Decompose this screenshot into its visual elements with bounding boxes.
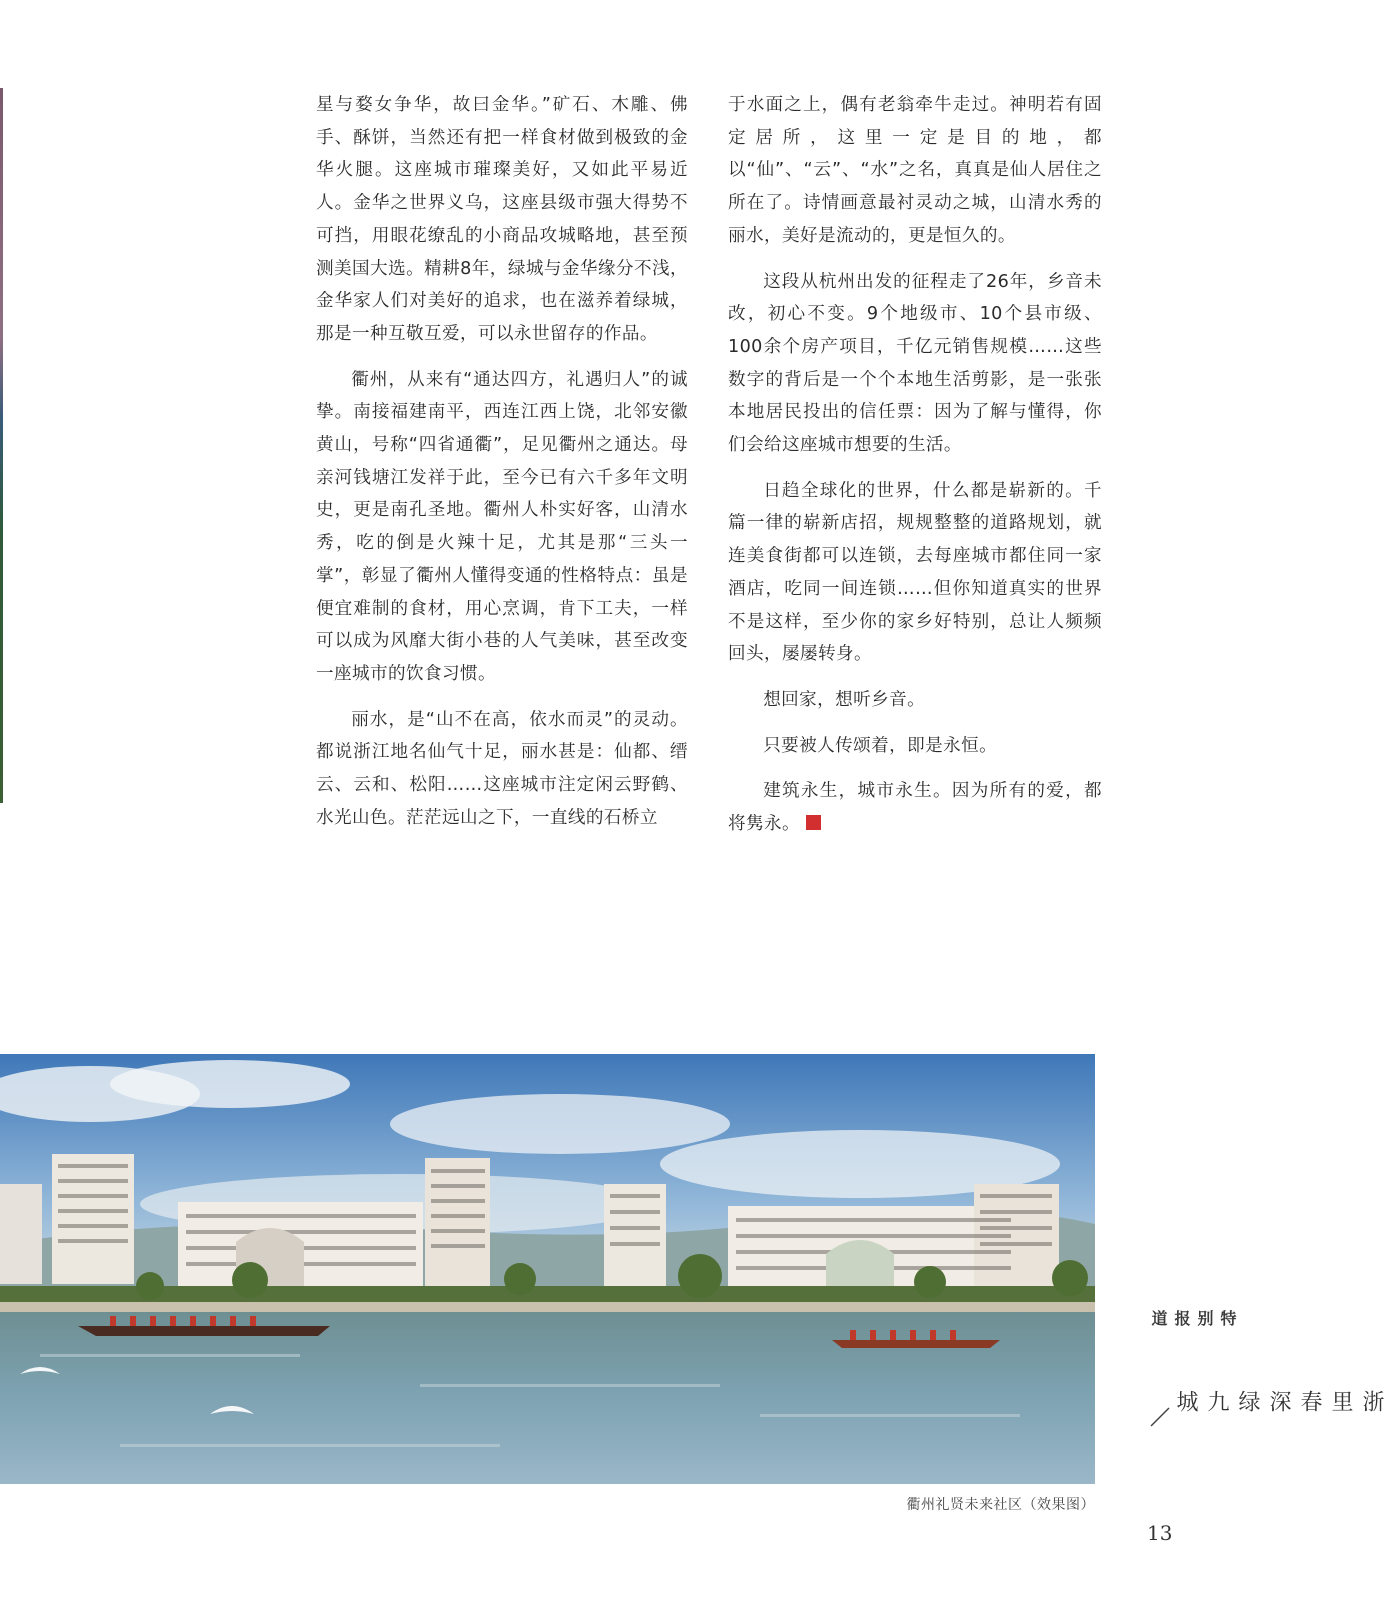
riverside-community-illustration <box>0 1054 1095 1484</box>
paragraph-final <box>728 775 1102 840</box>
paragraph: 想回家，想听乡音。 <box>763 689 926 710</box>
paragraph: 于水面之上，偶有老翁牵牛走过。神明若有固定居所，这里一定是目的地，都以“仙”、“云”、“水”之名，真真是仙人居住之所在了。诗情画意最衬灵动之城，山清水秀的丽水，美好是流动的，更是恒久的。 <box>728 95 1102 246</box>
architecture-rendering-photo <box>0 1054 1095 1484</box>
end-of-article-mark <box>806 815 821 830</box>
slash-divider-icon <box>1149 1406 1171 1428</box>
paragraph: 日趋全球化的世界，什么都是崭新的。千篇一律的崭新店招，规规整整的道路规划，就连美食街都可以连锁，去每座城市都住同一家酒店，吃同一间连锁……但你知道真实的世界不是这样，至少你的家乡好特别，总让人频频回头，屡屡转身。 <box>728 480 1102 665</box>
section-category: 特别报道 <box>1149 1310 1237 1327</box>
paragraph: 只要被人传颂着，即是永恒。 <box>763 735 998 756</box>
paragraph: 这段从杭州出发的征程走了26年，乡音未改，初心不变。9个地级市、10个县市级、100余个房产项目，千亿元销售规模……这些数字的背后是一个个本地生活剪影，是一张张本地居民投出的信任票：因为了解与懂得，你们会给这座城市想要的生活。 <box>728 271 1102 456</box>
paragraph: 星与婺女争华，故曰金华。”矿石、木雕、佛手、酥饼，当然还有把一样食材做到极致的金华火腿。这座城市璀璨美好，又如此平易近人。金华之世界义乌，这座县级市强大得势不可挡，用眼花缭乱的小商品攻城略地，甚至预测美国大选。精耕8年，绿城与金华缘分不浅，金华家人们对美好的追求，也在滋养着绿城，那是一种互敬互爱，可以永世留存的作品。 <box>316 95 688 344</box>
paragraph-text: 建筑永生，城市永生。因为所有的爱，都将隽永。 <box>728 781 1102 835</box>
article-right-column <box>728 89 1102 854</box>
photo-caption: 衢州礼贤未来社区（效果图） <box>906 1497 1095 1513</box>
page-number: 13 <box>1147 1521 1173 1545</box>
article-left-column <box>316 89 688 847</box>
left-edge-strip <box>0 88 3 803</box>
paragraph: 丽水，是“山不在高，依水而灵”的灵动。都说浙江地名仙气十足，丽水甚是：仙都、缙云、云和、松阳……这座城市注定闲云野鹤、水光山色。茫茫远山之下，一直线的石桥立 <box>316 709 688 828</box>
paragraph: 衢州，从来有“通达四方，礼遇归人”的诚挚。南接福建南平，西连江西上饶，北邻安徽黄山，号称“四省通衢”，足见衢州之通达。母亲河钱塘江发祥于此，至今已有六千多年文明史，更是南孔圣地。衢州人朴实好客，山清水秀，吃的倒是火辣十足，尤其是那“三头一掌”，彰显了衢州人懂得变通的性格特点：虽是便宜难制的食材，用心烹调，肯下工夫，一样可以成为风靡大街小巷的人气美味，甚至改变一座城市的饮食习惯。 <box>316 369 688 684</box>
section-title: 浙里春深绿九城 <box>1173 1390 1384 1416</box>
